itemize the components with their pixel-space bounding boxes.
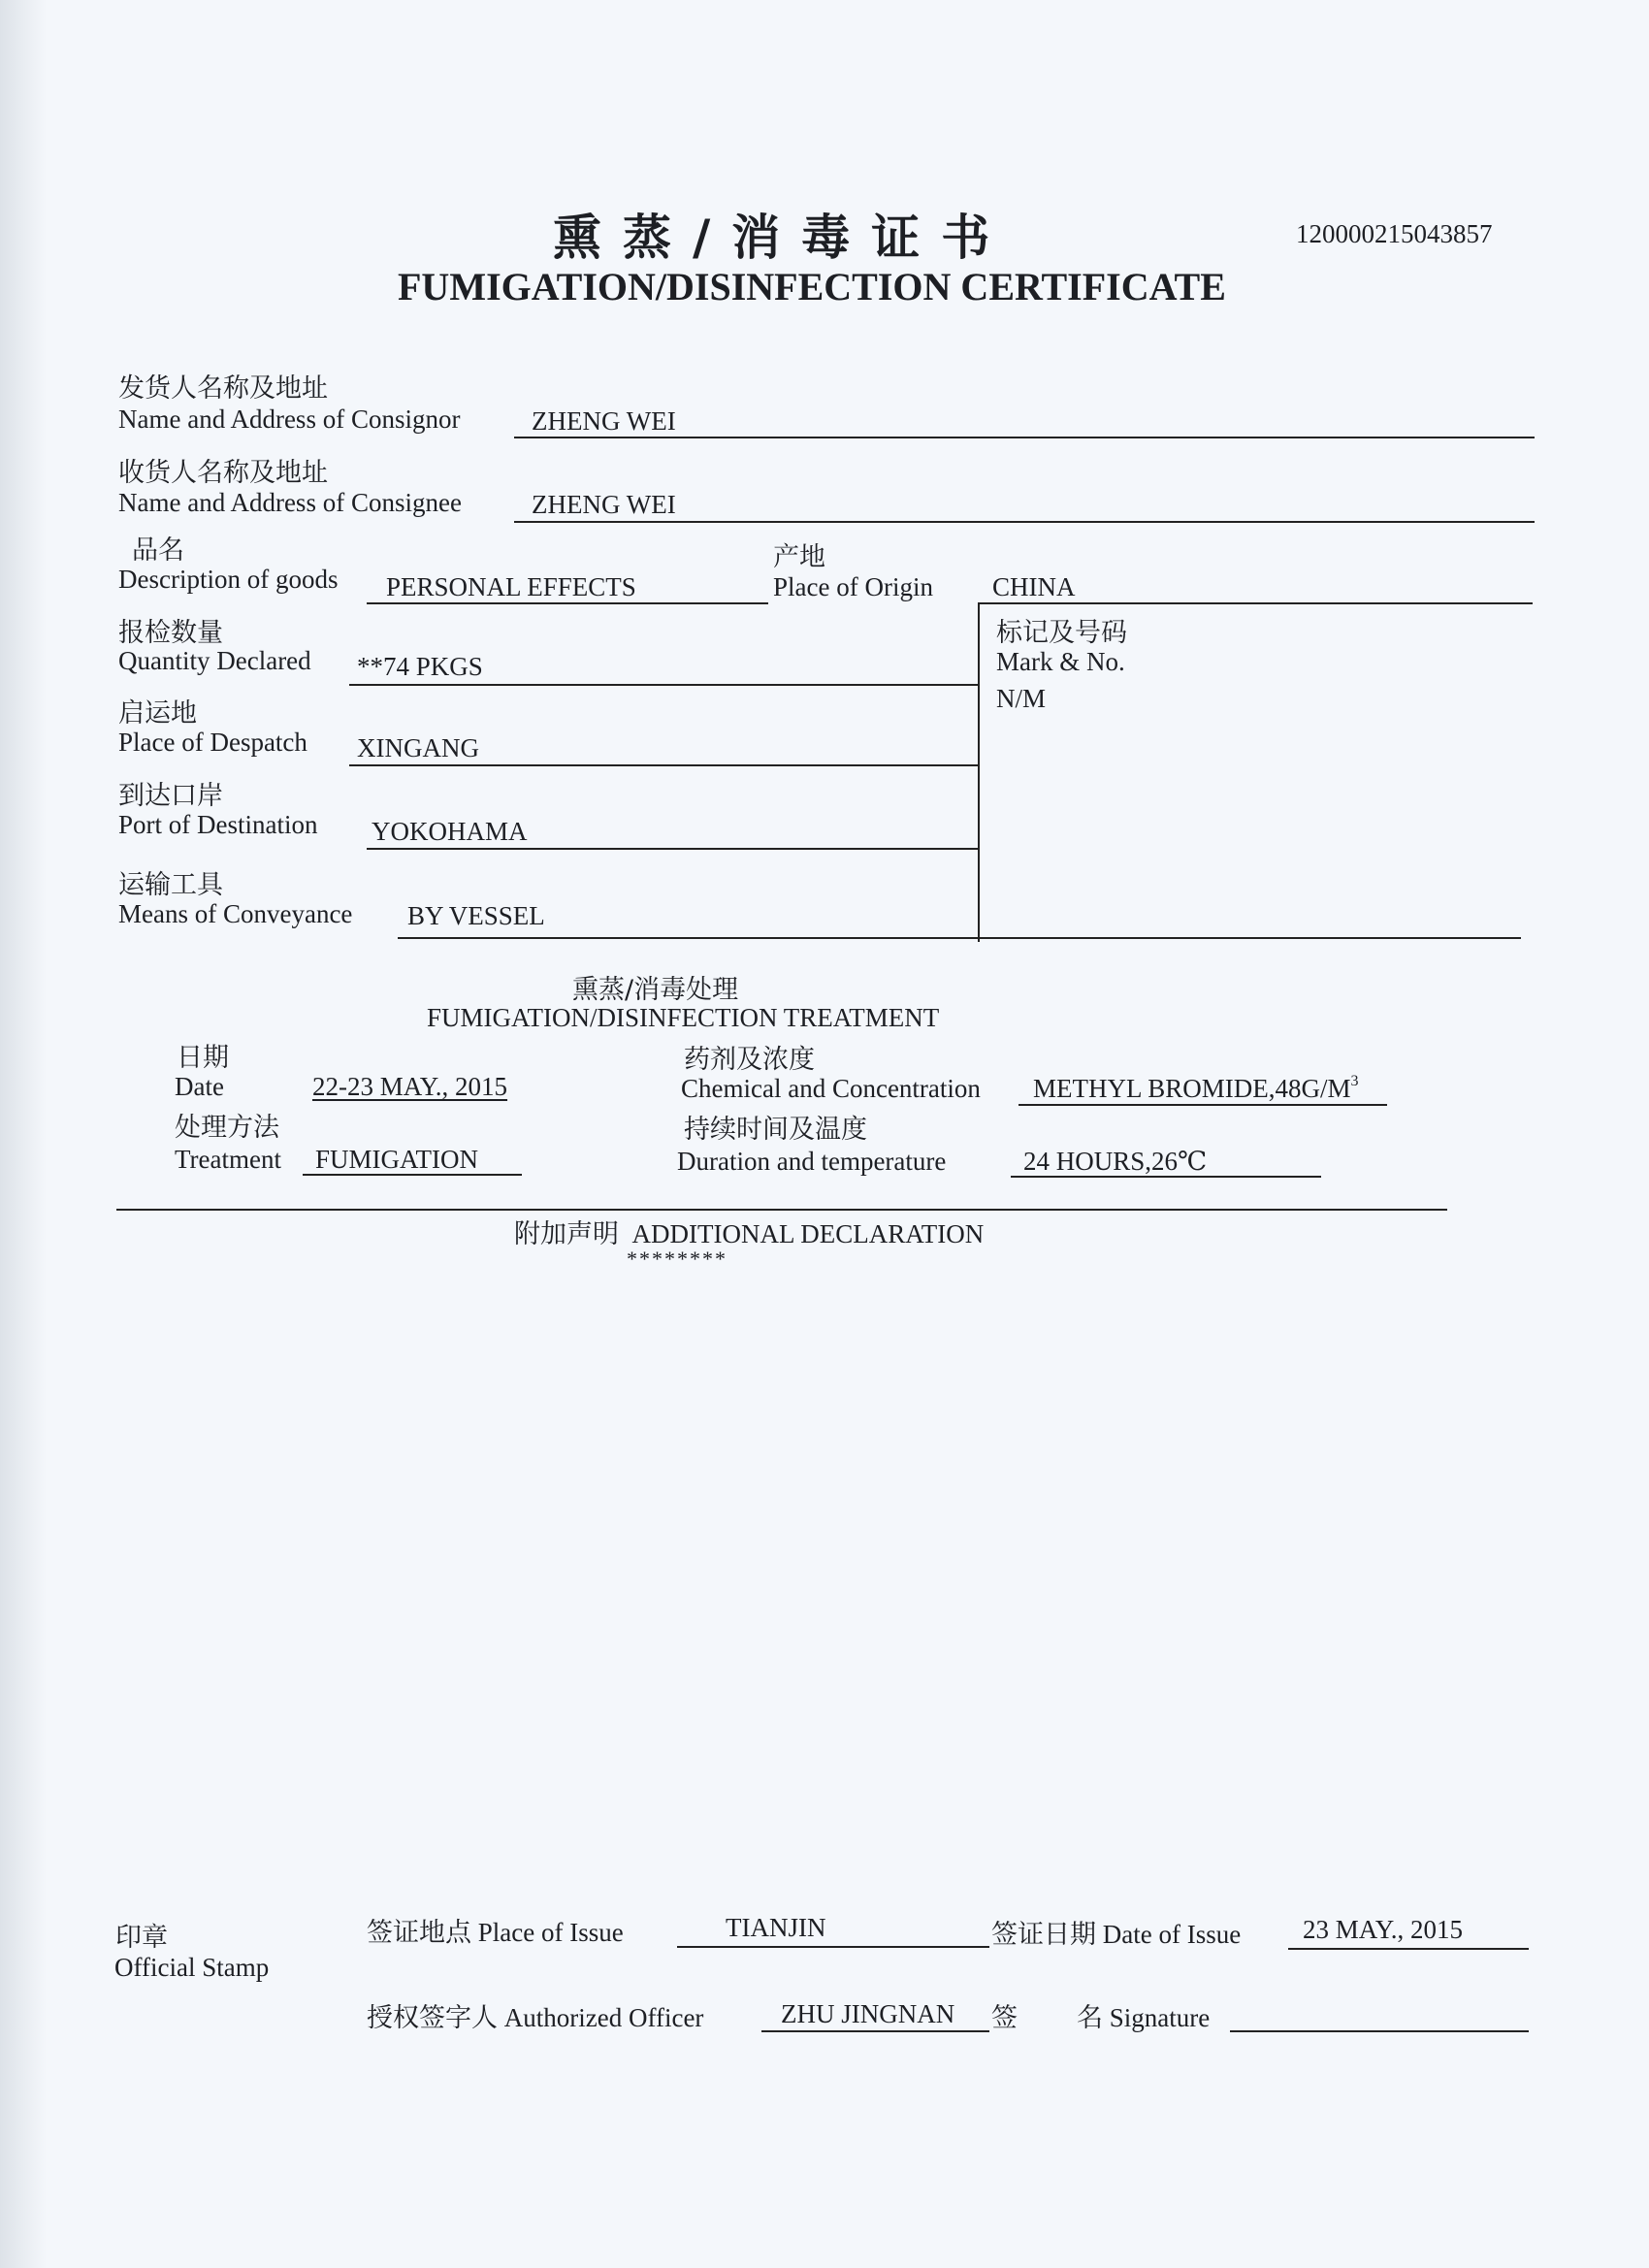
- certificate-number: 120000215043857: [1296, 219, 1493, 248]
- date-of-issue-underline: [1288, 1948, 1529, 1950]
- officer-underline: [761, 2030, 989, 2032]
- despatch-underline: [349, 764, 980, 766]
- chemical-label-en: Chemical and Concentration: [681, 1074, 981, 1103]
- consignee-value: ZHENG WEI: [532, 490, 676, 519]
- quantity-label-zh: 报检数量: [118, 618, 223, 648]
- chemical-label-zh: 药剂及浓度: [684, 1045, 815, 1075]
- stamp-label-zh: 印章: [115, 1923, 168, 1953]
- signature-label: [1077, 1996, 1210, 2034]
- conveyance-underline: [398, 937, 980, 939]
- consignee-underline: [514, 521, 1535, 523]
- method-label-zh: 处理方法: [175, 1113, 279, 1143]
- method-underline: [303, 1174, 522, 1176]
- origin-underline: [980, 602, 1533, 604]
- destination-value: YOKOHAMA: [372, 817, 528, 846]
- chemical-value-superscript: 3: [1350, 1073, 1359, 1089]
- origin-label-en: Place of Origin: [773, 572, 933, 601]
- additional-declaration-heading: [514, 1213, 984, 1250]
- mark-value: N/M: [996, 684, 1047, 713]
- consignor-label-en: Name and Address of Consignor: [118, 405, 461, 434]
- consignee-label-zh: 收货人名称及地址: [118, 458, 328, 488]
- additional-value: ********: [627, 1247, 728, 1271]
- despatch-label-zh: 启运地: [118, 698, 197, 729]
- additional-label-zh: 附加声明: [514, 1219, 619, 1249]
- date-of-issue-label: 签证日期 Date of Issue: [991, 1920, 1242, 1949]
- date-label-zh: 日期: [177, 1043, 229, 1073]
- conveyance-label-en: Means of Conveyance: [118, 899, 353, 928]
- signature-label-zh-2: 名: [1077, 2003, 1103, 2033]
- consignee-label-en: Name and Address of Consignee: [118, 488, 462, 517]
- quantity-label-en: Quantity Declared: [118, 646, 311, 675]
- goods-label-zh: 品名: [132, 535, 184, 566]
- date-value: 22-23 MAY., 2015: [312, 1072, 508, 1101]
- chemical-underline: [1018, 1104, 1387, 1106]
- date-label-en: Date: [175, 1072, 224, 1101]
- mark-label-zh: 标记及号码: [996, 618, 1127, 648]
- conveyance-label-zh: 运输工具: [118, 870, 223, 900]
- date-of-issue-value: 23 MAY., 2015: [1303, 1915, 1464, 1944]
- consignor-label-zh: 发货人名称及地址: [118, 373, 328, 404]
- method-value: FUMIGATION: [315, 1145, 478, 1174]
- signature-underline: [1230, 2030, 1529, 2032]
- despatch-value: XINGANG: [357, 733, 479, 762]
- treatment-title-en: FUMIGATION/DISINFECTION TREATMENT: [427, 1003, 940, 1032]
- officer-value: ZHU JINGNAN: [781, 1999, 955, 2028]
- signature-label-en: Signature: [1109, 2003, 1211, 2032]
- additional-label-en: ADDITIONAL DECLARATION: [631, 1219, 985, 1248]
- origin-label-zh: 产地: [773, 542, 825, 572]
- destination-label-zh: 到达口岸: [118, 781, 223, 811]
- goods-underline: [367, 602, 768, 604]
- place-of-issue-label: 签证地点 Place of Issue: [367, 1918, 624, 1947]
- consignor-underline: [514, 437, 1535, 438]
- treatment-title-zh: 熏蒸/消毒处理: [572, 975, 739, 1005]
- duration-label-en: Duration and temperature: [677, 1147, 947, 1176]
- destination-label-en: Port of Destination: [118, 810, 318, 839]
- title-en: FUMIGATION/DISINFECTION CERTIFICATE: [398, 265, 1226, 308]
- officer-label: 授权签字人 Authorized Officer: [367, 2003, 704, 2032]
- despatch-label-en: Place of Despatch: [118, 728, 307, 757]
- place-of-issue-value: TIANJIN: [726, 1913, 826, 1942]
- title-zh: 熏蒸/消毒证书: [553, 210, 1012, 266]
- scan-edge-shadow: [0, 0, 47, 2268]
- mark-box-left-border: [978, 602, 980, 942]
- duration-label-zh: 持续时间及温度: [684, 1115, 867, 1145]
- goods-value: PERSONAL EFFECTS: [386, 572, 636, 601]
- section-divider: [116, 1209, 1447, 1211]
- mark-label-en: Mark & No.: [996, 647, 1125, 676]
- duration-underline: [1011, 1176, 1321, 1178]
- signature-label-zh-1: 签: [991, 2003, 1018, 2033]
- place-of-issue-underline: [677, 1946, 989, 1948]
- goods-label-en: Description of goods: [118, 565, 339, 594]
- mark-box-bottom-border: [978, 937, 1521, 939]
- quantity-underline: [349, 684, 980, 686]
- chemical-value: METHYL $BROMIDE,48G/M^3$: [1033, 1073, 1359, 1103]
- stamp-label-en: Official Stamp: [114, 1953, 270, 1982]
- consignor-value: ZHENG WEI: [532, 406, 676, 436]
- destination-underline: [367, 848, 980, 850]
- origin-value: CHINA: [992, 572, 1076, 601]
- method-label-en: Treatment: [175, 1145, 281, 1174]
- conveyance-value: BY VESSEL: [407, 901, 545, 930]
- duration-value: 24 HOURS,26℃: [1023, 1147, 1208, 1176]
- quantity-value: **74 PKGS: [357, 652, 483, 681]
